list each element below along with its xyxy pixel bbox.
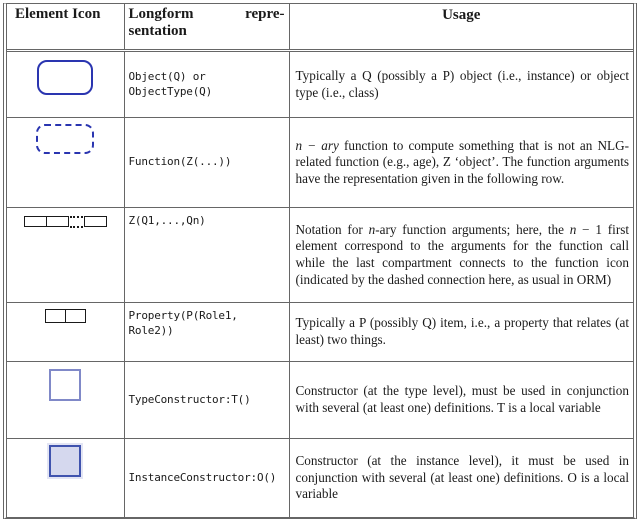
usage-cell: [289, 208, 633, 303]
table-row: [7, 51, 633, 118]
ellipsis-dots: [70, 216, 83, 228]
longform-text: InstanceConstructor:O(): [128, 470, 277, 484]
element-icon-table: [3, 3, 637, 519]
instance-constructor-filled-square-icon: [49, 445, 81, 477]
usage-cell: [289, 439, 633, 518]
element-icon-cell: [7, 118, 124, 208]
element-icon-cell: [7, 208, 124, 303]
table-body: [7, 51, 633, 518]
header-longform-text: [125, 6, 289, 40]
table-row: [7, 303, 633, 362]
object-rounded-rectangle-icon: [37, 60, 93, 95]
header-longform-word3: sentation: [128, 23, 187, 39]
property-two-compartments-icon: [45, 309, 86, 323]
usage-text: Constructor (at the type level), must be used in conjunction with several (at least one) definitions. T is a local variable: [295, 383, 629, 415]
usage-cell: [289, 118, 633, 208]
header-usage: Usage: [289, 4, 633, 51]
usage-text: Typically a P (possibly Q) item, i.e., a property that relates (at least) two things.: [295, 315, 629, 347]
table-row: [7, 439, 633, 518]
longform-cell: [124, 208, 289, 303]
header-longform-word1: Longform: [128, 6, 194, 22]
longform-cell: [124, 51, 289, 118]
nary-function-arguments-compartments-icon: [24, 216, 107, 228]
icons-legend-table: [7, 4, 633, 517]
function-dashed-rounded-rectangle-icon: [36, 124, 94, 154]
type-constructor-square-icon: [49, 369, 81, 401]
longform-cell: [124, 362, 289, 439]
usage-text: Notation for n-ary function arguments; here, the n − 1 first element correspond to the arguments for the function call while the last compartment connects to the function icon (indicated by the dashed connection here, as usual in ORM): [295, 221, 630, 287]
usage-cell: [289, 362, 633, 439]
longform-cell: [124, 439, 289, 518]
usage-text: n − ary function to compute something that is not an NLG-related function (e.g., age), Z ‘object’. The function arguments have the representation given in the following row.: [295, 137, 629, 186]
header-longform-representation: [124, 4, 289, 51]
longform-text: Property(P(Role1, Role2)): [128, 309, 238, 337]
longform-text: Z(Q1,...,Qn): [128, 214, 206, 227]
usage-cell: [289, 51, 633, 118]
longform-text: TypeConstructor:T(): [128, 392, 251, 406]
element-icon-cell: [7, 51, 124, 118]
header-longform-word2: repre-: [245, 6, 285, 22]
header-element-icon: Element Icon: [7, 4, 124, 51]
longform-text: Object(Q) or ObjectType(Q): [128, 69, 212, 98]
longform-text: Function(Z(...)): [128, 155, 232, 169]
usage-cell: [289, 303, 633, 362]
usage-text: Constructor (at the instance level), it must be used in conjunction with several (at least one) definitions. O is a local variable: [295, 453, 629, 502]
table-row: [7, 208, 633, 303]
longform-cell: [124, 118, 289, 208]
header-row: [7, 4, 633, 51]
usage-text: Typically a Q (possibly a P) object (i.e., instance) or object type (i.e., class): [295, 67, 629, 100]
table-row: [7, 362, 633, 439]
element-icon-cell: [7, 439, 124, 518]
table-row: [7, 118, 633, 208]
table-header: [7, 4, 633, 51]
element-icon-cell: [7, 303, 124, 362]
element-icon-cell: [7, 362, 124, 439]
longform-cell: [124, 303, 289, 362]
